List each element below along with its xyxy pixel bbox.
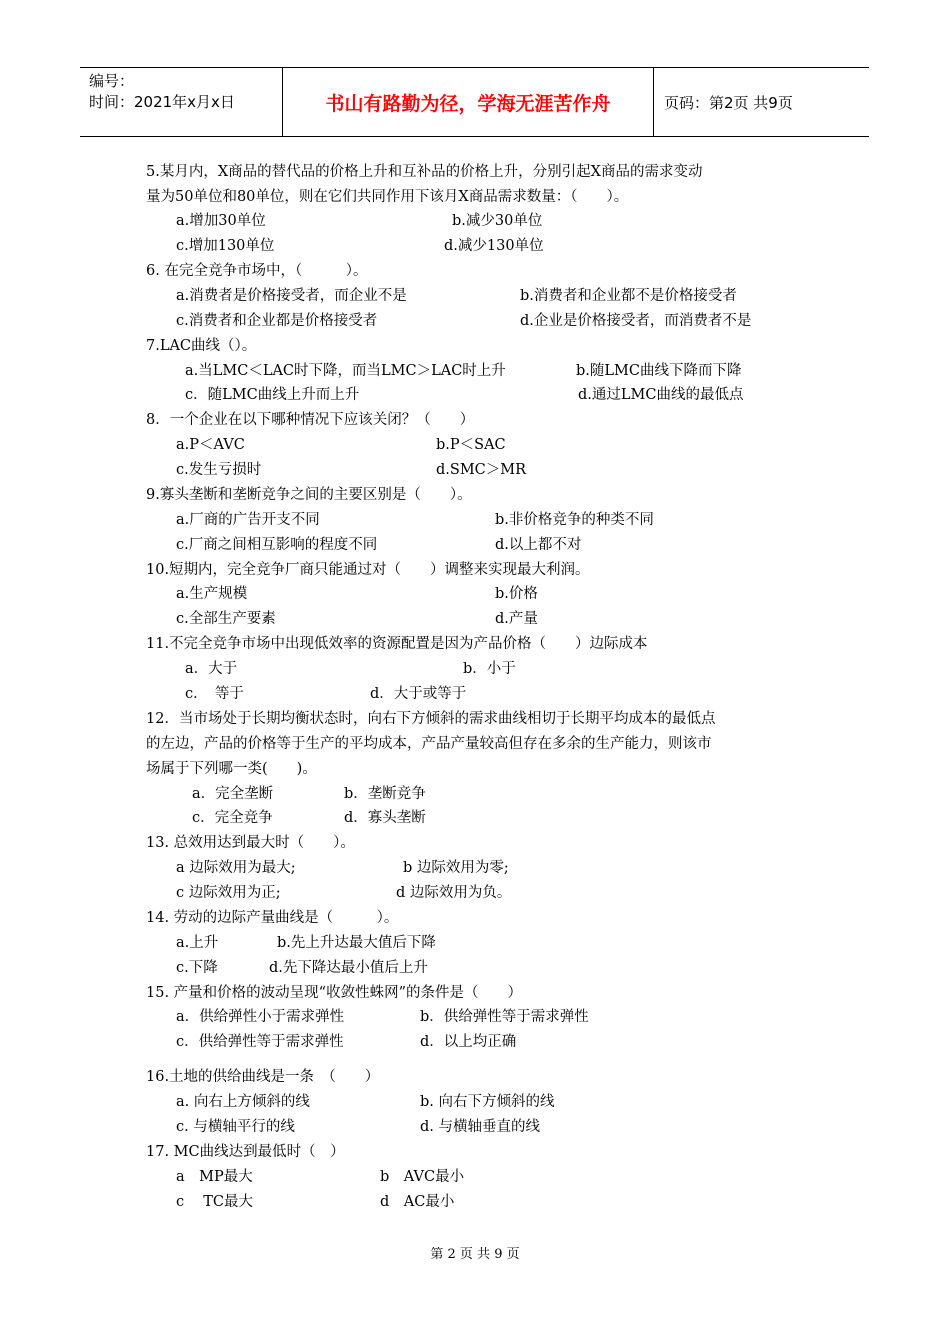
header-motto: 书山有路勤为径，学海无涯苦作舟 [325, 92, 611, 115]
question-17-option-c: c TC最大 [176, 1194, 253, 1210]
question-5-option-d: d.减少130单位 [444, 238, 544, 254]
question-12-option-b: b．垄断竞争 [344, 786, 426, 802]
question-13-option-a: a 边际效用为最大; [176, 860, 296, 876]
question-14-option-c: c.下降 [176, 960, 218, 976]
question-9-option-d: d.以上都不对 [495, 537, 582, 553]
question-7-option-d: d.通过LMC曲线的最低点 [578, 387, 744, 403]
question-6-option-d: d.企业是价格接受者，而消费者不是 [520, 313, 752, 329]
question-8-option-d: d.SMC＞MR [436, 462, 527, 478]
question-10-option-d: d.产量 [495, 611, 538, 627]
question-14-option-b: b.先上升达最大值后下降 [277, 935, 436, 951]
question-11-option-b: b．小于 [463, 661, 516, 677]
question-15-option-c: c．供给弹性等于需求弹性 [176, 1034, 344, 1050]
question-8-stem: 8．一个企业在以下哪种情况下应该关闭？（ ） [146, 412, 475, 428]
question-17-option-a: a MP最大 [176, 1169, 253, 1185]
question-17-stem: 17. MC曲线达到最低时（ ） [146, 1144, 345, 1160]
question-13-option-c: c 边际效用为正; [176, 885, 281, 901]
question-8-option-c: c.发生亏损时 [176, 462, 262, 478]
question-16-option-c: c. 与横轴平行的线 [176, 1119, 295, 1135]
question-12-stem-line-3: 场属于下列哪一类( )。 [146, 761, 317, 777]
question-10-option-b: b.价格 [495, 586, 538, 602]
question-17-option-b: b AVC最小 [380, 1169, 465, 1185]
question-8-option-a: a.P＜AVC [176, 437, 245, 453]
question-12-option-a: a．完全垄断 [192, 786, 274, 802]
question-11-option-d: d．大于或等于 [370, 686, 467, 702]
question-7-option-b: b.随LMC曲线下降而下降 [576, 363, 742, 379]
question-16-option-b: b. 向右下方倾斜的线 [420, 1094, 555, 1110]
question-5-stem-line-2: 量为50单位和80单位，则在它们共同作用下该月X商品需求数量：（ ）。 [146, 189, 629, 205]
document-header [80, 67, 869, 137]
question-11-option-a: a．大于 [185, 661, 238, 677]
header-divider-right [653, 68, 654, 136]
question-9-option-a: a.厂商的广告开支不同 [176, 512, 320, 528]
question-6-option-c: c.消费者和企业都是价格接受者 [176, 313, 378, 329]
question-12-stem-line-1: 12．当市场处于长期均衡状态时，向右下方倾斜的需求曲线相切于长期平均成本的最低点 [146, 711, 716, 727]
question-9-option-c: c.厂商之间相互影响的程度不同 [176, 537, 378, 553]
question-13-option-d: d 边际效用为负。 [396, 885, 512, 901]
question-12-option-d: d．寡头垄断 [344, 810, 426, 826]
question-6-option-a: a.消费者是价格接受者，而企业不是 [176, 288, 407, 304]
header-meta [89, 71, 235, 113]
question-17-option-d: d AC最小 [380, 1194, 455, 1210]
question-14-option-d: d.先下降达最小值后上升 [269, 960, 428, 976]
question-11-option-c: c． 等于 [185, 686, 244, 702]
question-15-option-d: d．以上均正确 [420, 1034, 517, 1050]
question-8-option-b: b.P＜SAC [436, 437, 506, 453]
question-16-option-a: a. 向右上方倾斜的线 [176, 1094, 310, 1110]
question-5-stem-line-1: 5.某月内，X商品的替代品的价格上升和互补品的价格上升，分别引起X商品的需求变动 [146, 164, 703, 180]
question-6-stem: 6. 在完全竞争市场中，（ ）。 [146, 263, 368, 279]
page-footer: 第 2 页 共 9 页 [430, 1247, 520, 1262]
question-16-option-d: d. 与横轴垂直的线 [420, 1119, 540, 1135]
question-10-stem: 10.短期内，完全竞争厂商只能通过对（ ）调整来实现最大利润。 [146, 562, 590, 578]
header-time: 时间：2021年x月x日 [89, 93, 235, 111]
question-13-stem: 13. 总效用达到最大时（ ）。 [146, 835, 355, 851]
question-16-stem: 16.土地的供给曲线是一条 （ ） [146, 1069, 380, 1085]
question-9-stem: 9.寡头垄断和垄断竞争之间的主要区别是（ ）。 [146, 487, 472, 503]
question-11-stem: 11.不完全竞争市场中出现低效率的资源配置是因为产品价格（ ）边际成本 [146, 636, 648, 652]
question-9-option-b: b.非价格竞争的种类不同 [495, 512, 654, 528]
header-page-info: 页码：第2页 共9页 [664, 93, 793, 112]
question-10-option-c: c.全部生产要素 [176, 611, 276, 627]
question-5-option-a: a.增加30单位 [176, 213, 266, 229]
question-12-option-c: c．完全竞争 [192, 810, 273, 826]
question-15-option-b: b．供给弹性等于需求弹性 [420, 1009, 589, 1025]
question-7-option-c: c．随LMC曲线上升而上升 [185, 387, 360, 403]
question-6-option-b: b.消费者和企业都不是价格接受者 [520, 288, 737, 304]
question-15-option-a: a．供给弹性小于需求弹性 [176, 1009, 345, 1025]
question-14-stem: 14. 劳动的边际产量曲线是（ ）。 [146, 910, 399, 926]
question-12-stem-line-2: 的左边，产品的价格等于生产的平均成本，产品产量较高但存在多余的生产能力，则该市 [146, 736, 712, 752]
question-15-stem: 15. 产量和价格的波动呈现“收敛性蛛网”的条件是（ ） [146, 985, 522, 1001]
header-number: 编号： [89, 72, 135, 90]
question-7-option-a: a.当LMC＜LAC时下降，而当LMC＞LAC时上升 [185, 363, 506, 379]
question-5-option-b: b.减少30单位 [452, 213, 543, 229]
question-7-stem: 7.LAC曲线（）。 [146, 338, 257, 354]
question-14-option-a: a.上升 [176, 935, 219, 951]
question-13-option-b: b 边际效用为零; [403, 860, 509, 876]
question-10-option-a: a.生产规模 [176, 586, 248, 602]
question-5-option-c: c.增加130单位 [176, 238, 275, 254]
